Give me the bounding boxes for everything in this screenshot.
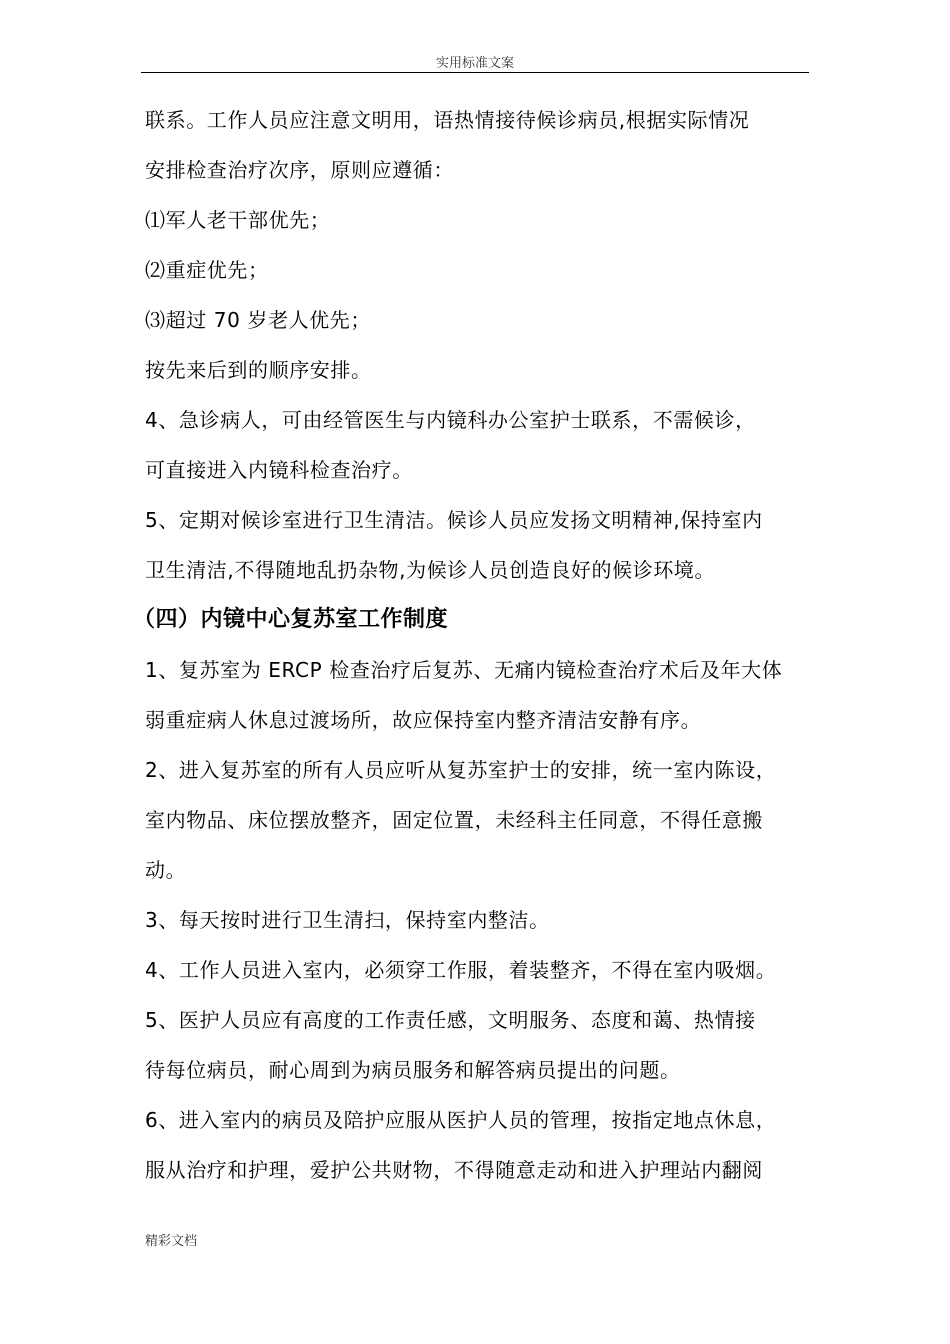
- paragraph-line: 安排检查治疗次序，原则应遵循：: [145, 158, 454, 182]
- section-line: 服从治疗和护理，爱护公共财物，不得随意走动和进入护理站内翻阅: [145, 1158, 763, 1182]
- section-line: 2、进入复苏室的所有人员应听从复苏室护士的安排，统一室内陈设，: [145, 758, 777, 782]
- paragraph-line: 5、定期对候诊室进行卫生清洁。候诊人员应发扬文明精神,保持室内: [145, 508, 763, 532]
- document-body: [133, 95, 825, 1195]
- section-line: 弱重症病人休息过渡场所，故应保持室内整齐清洁安静有序。: [145, 708, 702, 732]
- paragraph-line: ⑶超过 70 岁老人优先；: [145, 308, 371, 332]
- paragraph-line: 4、急诊病人，可由经管医生与内镜科办公室护士联系，不需候诊，: [145, 408, 756, 432]
- section-heading: （四）内镜中心复苏室工作制度: [133, 607, 449, 632]
- paragraph-line: 可直接进入内镜科检查治疗。: [145, 458, 413, 482]
- section-line: 4、工作人员进入室内，必须穿工作服，着装整齐，不得在室内吸烟。: [145, 958, 777, 982]
- paragraph-line: 联系。工作人员应注意文明用，语热情接待候诊病员,根据实际情况: [145, 108, 750, 132]
- paragraph-line: 卫生清洁,不得随地乱扔杂物,为候诊人员创造良好的候诊环境。: [145, 558, 716, 582]
- section-line: 5、医护人员应有高度的工作责任感，文明服务、态度和蔼、热情接: [145, 1008, 756, 1032]
- section-line: 待每位病员，耐心周到为病员服务和解答病员提出的问题。: [145, 1058, 681, 1082]
- paragraph-line: 按先来后到的顺序安排。: [145, 358, 372, 382]
- page-header-title: 实用标准文案: [435, 56, 514, 71]
- section-line: 3、每天按时进行卫生清扫，保持室内整洁。: [145, 908, 550, 932]
- section-line: 6、进入室内的病员及陪护应服从医护人员的管理，按指定地点休息，: [145, 1108, 777, 1132]
- page-footer-text: 精彩文档: [145, 1234, 198, 1249]
- paragraph-line: ⑴军人老干部优先；: [145, 208, 331, 232]
- header-divider: [141, 72, 809, 73]
- section-line: 室内物品、床位摆放整齐，固定位置，未经科主任同意，不得任意搬: [145, 808, 763, 832]
- section-line: 动。: [145, 858, 187, 882]
- section-line: 1、复苏室为 ERCP 检查治疗后复苏、无痛内镜检查治疗术后及年大体: [145, 658, 783, 682]
- paragraph-line: ⑵重症优先；: [145, 258, 269, 282]
